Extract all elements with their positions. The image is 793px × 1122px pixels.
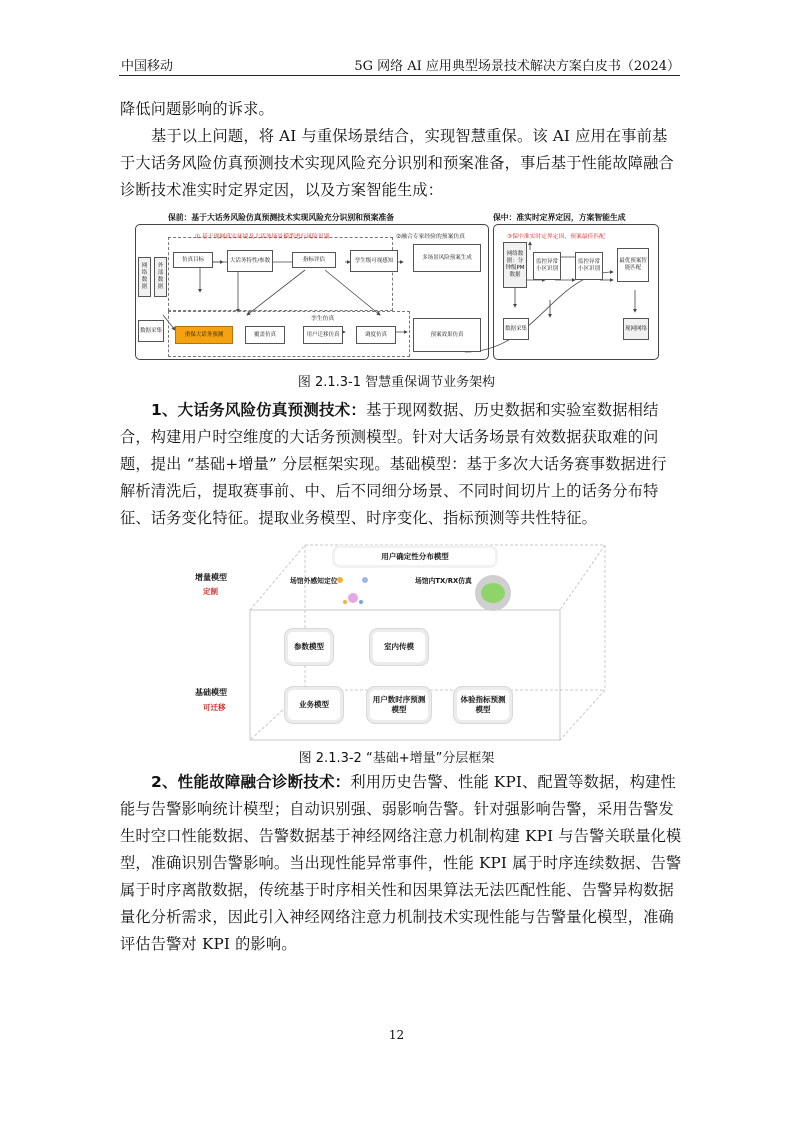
box-best-match: 最优预案智能匹配 xyxy=(617,248,649,282)
box-net-pm: 网络数据：分钟级PM数据 xyxy=(503,242,527,288)
card-timeseries-model: 用户数时序预测模型 xyxy=(370,690,428,720)
card-experience-model: 体验指标预测模型 xyxy=(457,690,509,720)
box-traffic-predict: 重保大话务预测 xyxy=(175,326,233,344)
panel-distribution-model: 用户确定性分布模型 xyxy=(335,548,495,565)
label-indoor: 场馆内TX/RX仿真 xyxy=(415,577,472,585)
box-coverage-sim: 覆盖仿真 xyxy=(245,326,285,344)
figure-layered-framework xyxy=(195,540,615,745)
paragraph-tech2 xyxy=(120,769,682,958)
box-ext-data: 外部数据 xyxy=(154,257,167,297)
risk-identify-area xyxy=(168,237,393,311)
twin-label: 孪生仿真 xyxy=(311,316,335,322)
paragraph-intro: 降低问题影响的诉求。 xyxy=(120,100,274,118)
box-monitor2: 监控异常小区识别 xyxy=(575,252,603,280)
box-indicator-eval: 指标评估 xyxy=(292,252,336,268)
tech1-lead: 1、大话务风险仿真预测技术： xyxy=(151,401,367,419)
header-left: 中国移动 xyxy=(121,59,174,74)
header-rule xyxy=(119,75,680,76)
box-live-net: 现网网络 xyxy=(623,318,649,340)
box-plan-effect: 预案效果仿真 xyxy=(413,318,481,352)
label-increment-sub: 定制 xyxy=(203,587,218,596)
step2-label: ②融合专家经验的预案仿真 xyxy=(396,234,465,240)
card-business-model: 业务模型 xyxy=(288,690,340,720)
figure1-right-title: 保中：准实时定界定因，方案智能生成 xyxy=(493,213,626,222)
figure1-left-title: 保前：基于大话务风险仿真预测技术实现风险充分识别和预案准备 xyxy=(168,213,395,222)
label-base-sub: 可迁移 xyxy=(203,703,226,712)
page-number: 12 xyxy=(388,1028,405,1042)
step3-label: ③保中准实时定界定因，预案最佳匹配 xyxy=(507,234,605,240)
step1-label: ① 基于现网真实环境及大话务场景模型进行风险识别 xyxy=(195,234,330,240)
card-param-model: 参数模型 xyxy=(288,632,330,662)
label-base-model: 基础模型 xyxy=(195,688,227,697)
figure1-caption: 图 2.1.3-1 智慧重保调节业务架构 xyxy=(297,375,496,390)
card-indoor-model: 室内传模 xyxy=(373,632,425,662)
box-traffic-feature: 大话务特性/参数 xyxy=(227,250,273,272)
box-multi-scene: 多场景风险预案生成 xyxy=(413,244,481,272)
box-schedule-sim: 调度仿真 xyxy=(356,326,396,344)
tech2-lead: 2、性能故障融合诊断技术： xyxy=(151,773,351,791)
box-net-data: 网络数据 xyxy=(138,257,151,297)
box-collect: 数据采集 xyxy=(138,320,164,342)
paragraph-tech1 xyxy=(120,397,682,532)
header-right: 5G 网络 AI 应用典型场景技术解决方案白皮书（2024） xyxy=(354,59,680,74)
label-increment-model: 增量模型 xyxy=(195,573,227,582)
figure2-caption: 图 2.1.3-2 “基础+增量”分层框架 xyxy=(298,751,495,766)
figure-architecture xyxy=(135,212,658,360)
paragraph-summary: 基于以上问题，将 AI 与重保场景结合，实现智慧重保。该 AI 应用在事前基于大话务风险仿真预测技术实现风险充分识别和预案准备，事后基于性能故障融合诊断技术准实时定界定因，以及方案智能生成： xyxy=(120,127,674,199)
tech1-body: 基于现网数据、历史数据和实验室数据相结合，构建用户时空维度的大话务预测模型。针对大话务场景有效数据获取难的问题，提出 “基础+增量” 分层框架实现。基础模型：基于多次大话务赛事数据进行解析清洗后，提取赛事前、中、后不同细分场景、不同时间切片上的话务分布特征、话务变化特征。提取业务模型、时序变化、指标预测等共性特征。 xyxy=(120,401,667,527)
label-outdoor: 场馆外感知定位 xyxy=(290,577,338,585)
box-migration-sim: 用户迁移仿真 xyxy=(303,326,343,344)
box-monitor1: 监控异常小区识别 xyxy=(533,252,561,280)
box-collect2: 数据采集 xyxy=(503,318,529,340)
box-perception: 孪生级可视感知 xyxy=(350,250,398,272)
tech2-body: 利用历史告警、性能 KPI、配置等数据，构建性能与告警影响统计模型；自动识别强、弱影响告警。针对强影响告警，采用告警发生时空口性能数据、告警数据基于神经网络注意力机制构建 KPI 与告警关联量化模型，准确识别告警影响。当出现性能异常事件，性能 KPI 属于时序连续数据、告警属于时序离散数据，传统基于时序相关性和因果算法无法匹配性能、告警异构数据量化分析需求，因此引入神经网络注意力机制技术实现性能与告警量化模型，准确评估告警对 KPI 的影响。 xyxy=(120,773,682,953)
box-sim-target: 仿真目标 xyxy=(173,252,213,268)
